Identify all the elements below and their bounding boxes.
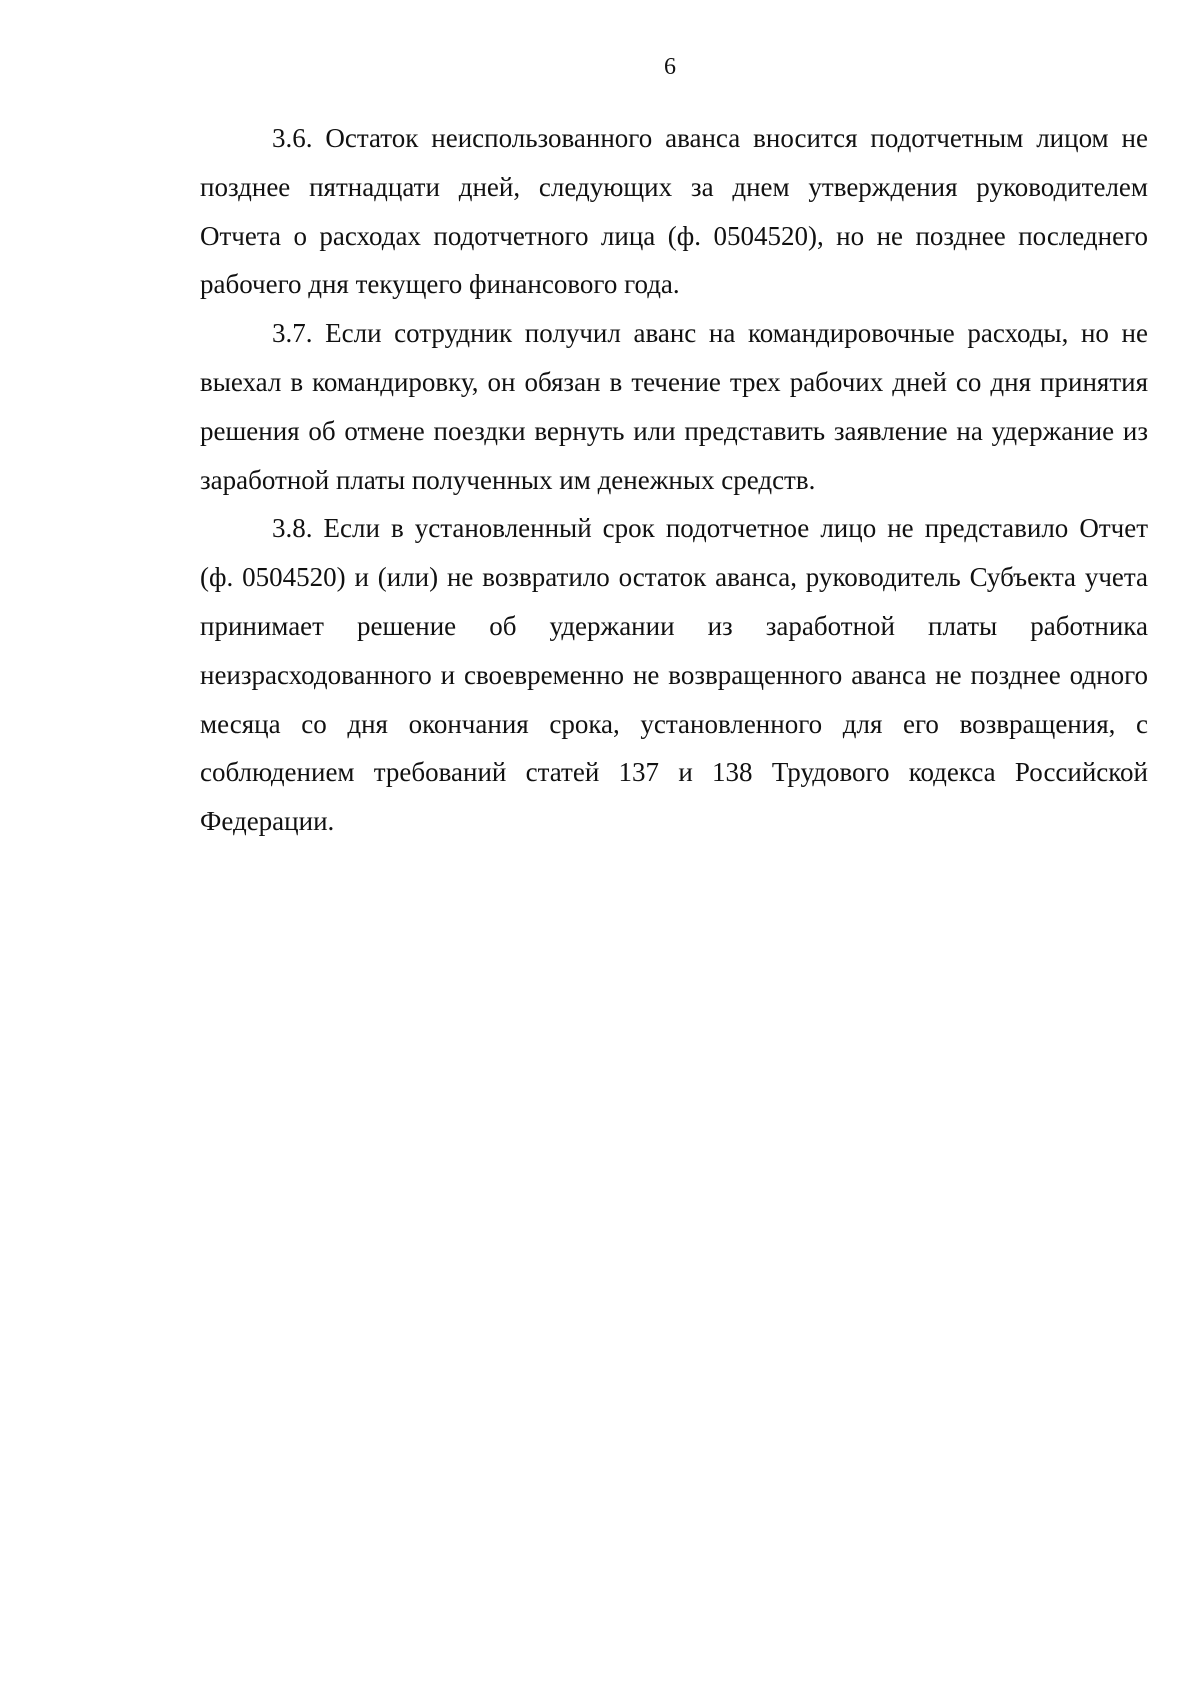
paragraph-3-6: 3.6. Остаток неиспользованного аванса вносится подотчетным лицом не позднее пятнадцати дней, следующих за днем утверждения руководителем Отчета о расходах подотчетного лица (ф. 0504520), но не позднее последнего рабочего дня текущего финансового года. bbox=[200, 123, 1148, 300]
paragraph-3-7: 3.7. Если сотрудник получил аванс на командировочные расходы, но не выехал в командировку, он обязан в течение трех рабочих дней со дня принятия решения об отмене поездки вернуть или представить заявление на удержание из заработной платы полученных им денежных средств. bbox=[200, 318, 1148, 495]
paragraph-3-8: 3.8. Если в установленный срок подотчетное лицо не представило Отчет (ф. 0504520) и (или) не возвратило остаток аванса, руководитель Субъекта учета принимает решение об удержании из заработной платы работника неизрасходованного и своевременно не возвращенного аванса не позднее одного месяца со дня окончания срока, установленного для его возвращения, с соблюдением требований статей 137 и 138 Трудового кодекса Российской Федерации. bbox=[200, 513, 1148, 837]
page-number: 6 bbox=[664, 54, 676, 80]
document-body bbox=[200, 114, 1148, 846]
